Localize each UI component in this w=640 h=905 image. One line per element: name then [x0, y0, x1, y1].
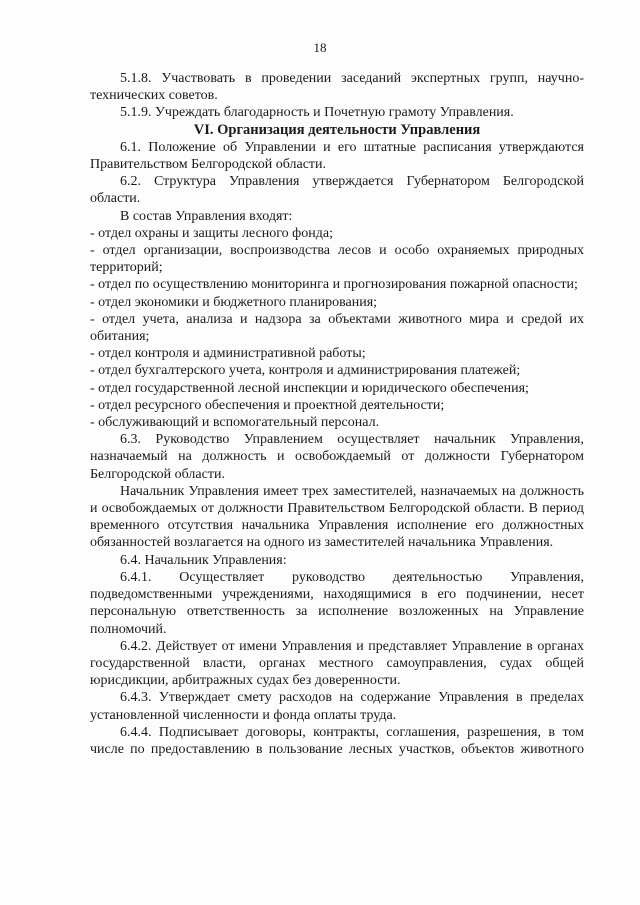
department-item: - отдел государственной лесной инспекции и юридического обеспечения; — [90, 380, 529, 396]
paragraph-6-1: 6.1. Положение об Управлении и его штатные расписания утверждаются Правительством Белгородской области. — [90, 139, 584, 173]
document-body — [90, 70, 584, 758]
paragraph-6-4-1: 6.4.1. Осуществляет руководство деятельностью Управления, подведомственными учреждениями, находящимися в его подчинении, несет персональную ответственность за исполнение возложенных на Управление полномочий. — [90, 569, 584, 637]
paragraph-6-4: 6.4. Начальник Управления: — [120, 552, 287, 568]
department-item: - отдел учета, анализа и надзора за объектами животного мира и средой их обитания; — [90, 311, 584, 345]
department-item: - отдел бухгалтерского учета, контроля и администрирования платежей; — [90, 363, 521, 379]
paragraph-6-4-2: 6.4.2. Действует от имени Управления и представляет Управление в органах государственной власти, органах местного самоуправления, судах общей юрисдикции, арбитражных судах без доверенности. — [90, 638, 584, 689]
department-item: - отдел ресурсного обеспечения и проектной деятельности; — [90, 397, 445, 413]
paragraph-6-3: 6.3. Руководство Управлением осуществляет начальник Управления, назначаемый на должность и освобождаемый от должности Губернатором Белгородской области. — [90, 432, 584, 482]
department-item: - отдел контроля и административной работы; — [90, 346, 366, 362]
section-heading: VI. Организация деятельности Управления — [193, 121, 481, 138]
clause-5-1-9: 5.1.9. Учреждать благодарность и Почетную грамоту Управления. — [120, 105, 514, 121]
clause-5-1-8: 5.1.8. Участвовать в проведении заседаний экспертных групп, научно-технических советов. — [90, 71, 584, 104]
department-item: - обслуживающий и вспомогательный персонал. — [90, 415, 380, 431]
department-item: - отдел охраны и защиты лесного фонда; — [90, 225, 333, 241]
paragraph-6-2: 6.2. Структура Управления утверждается Губернатором Белгородской области. — [90, 174, 584, 207]
department-item: - отдел экономики и бюджетного планирования; — [90, 294, 378, 310]
department-item: - отдел по осуществлению мониторинга и прогнозирования пожарной опасности; — [90, 277, 578, 293]
composition-intro: В состав Управления входят: — [120, 208, 293, 224]
paragraph-6-4-3: 6.4.3. Утверждает смету расходов на содержание Управления в пределах установленной численности и фонда оплаты труда. — [90, 690, 584, 723]
paragraph-6-4-4: 6.4.4. Подписывает договоры, контракты, соглашения, разрешения, в том числе по предоставлению в пользование лесных участков, объектов животного — [90, 724, 584, 757]
department-item: - отдел организации, воспроизводства лесов и особо охраняемых природных территорий; — [90, 243, 584, 276]
page-number: 18 — [313, 40, 327, 55]
paragraph-deputies: Начальник Управления имеет трех заместителей, назначаемых на должность и освобождаемых от должности Правительством Белгородской области. В период временного отсутствия начальника Управления исполнение его должностных обязанностей возлагается на одного из заместителей начальника Управления. — [90, 483, 584, 551]
